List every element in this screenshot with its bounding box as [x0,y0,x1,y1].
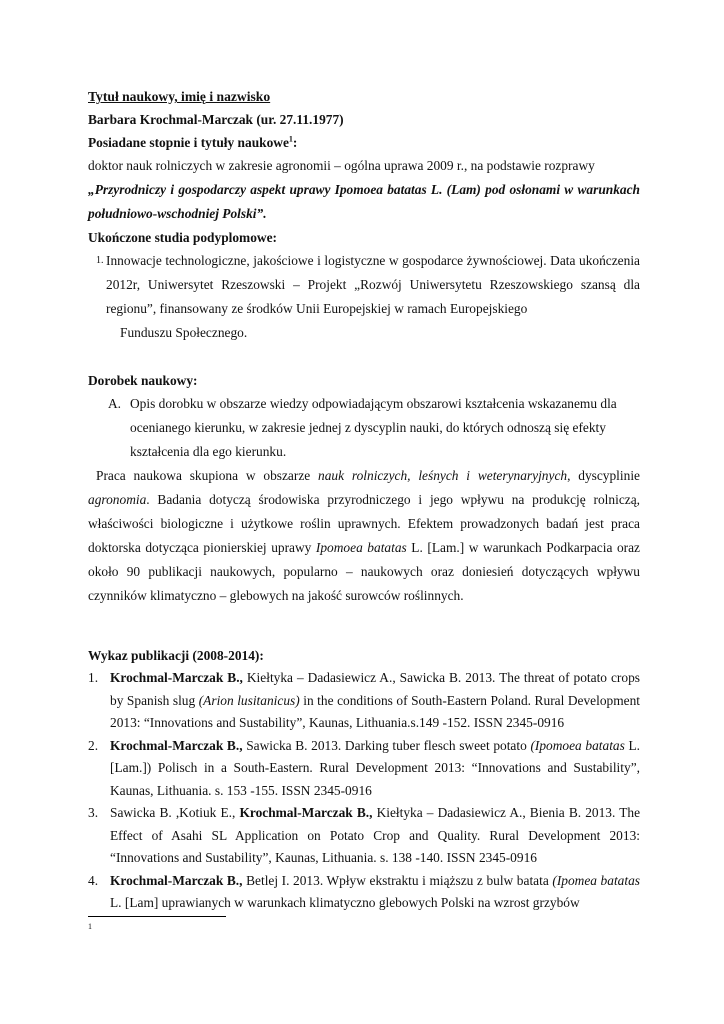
postgrad-heading: Ukończone studia podyplomowe: [88,230,277,245]
degrees-heading: Posiadane stopnie i tytuły naukowe$^1$: [88,134,298,150]
publication-item: 4. Krochmal-Marczak B., Betlej I. 2013. Wpływ ekstraktu i miąższu z bulw batata (Ipomea batatas L. [Lam] uprawianych w warunkach klimatyczno glebowych Polski na wzrost grzybów [88,872,640,910]
document-page [88,86,640,915]
output-a-line: ocenianego kierunku, w zakresie jednej z dyscyplin nauki, do których odnoszą się efekty [130,420,606,435]
footnote-reference: 1 [288,134,293,144]
footnote-number: 1 [88,922,92,931]
output-a-line: Opis dorobku w obszarze wiedzy odpowiadającym obszarowi kształcenia wskazanemu dla [130,396,617,411]
postgrad-text-last: Funduszu Społecznego. [120,325,248,340]
page-heading: Tytuł naukowy, imię i nazwisko [88,89,271,104]
postgrad-item [88,249,640,345]
degree-text: doktor nauk rolniczych w zakresie agronomii – ogólna uprawa 2009 r., na podstawie rozprawy [88,158,595,173]
postgrad-text: Innowacje technologiczne, jakościowe i logistyczne w gospodarce żywnościowej. Data ukończenia 2012r, Uniwersytet Rzeszowski – Projekt „Rozwój Uniwersytetu Rzeszowskiego szansą dla regionu”, finansowany ze środków Unii Europejskiej w ramach Europejskiego [106,253,640,316]
dissertation-title: „Przyrodniczy i gospodarczy aspekt uprawy Ipomoea batatas L. (Lam) pod osłonami w warunkach południowo-wschodniej Polski”. [88,182,640,221]
list-number: 1. [96,255,104,266]
publication-item: 3. Sawicka B. ,Kotiuk E., Krochmal-Marczak B., Kiełtyka – Dadasiewicz A., Bienia B. 2013. The Effect of Asahi SL Application on Potato Crop and Quality. Rural Development 2013: “Innovations and Sustability”, Kaunas, Lithuania. s. 138 -140. ISSN 2345-0916 [88,805,641,865]
author-name: Barbara Krochmal-Marczak (ur. 27.11.1977) [88,112,344,127]
publications-heading: Wykaz publikacji (2008-2014): [88,648,264,663]
research-paragraph: Praca naukowa skupiona w obszarze nauk rolniczych, leśnych i weterynaryjnych, dyscyplinie agronomia. Badania dotyczą środowiska przyrodniczego i jego wpływu na produkcję rolniczą, właściwości biologiczne i użytkowe roślin uprawnych. Efektem prowadzonych badań jest praca doktorska dotycząca pionierskiej uprawy Ipomoea batatas L. [Lam.] w warunkach Podkarpacia oraz około 90 publikacji naukowych, popularno – naukowych oraz doniesień dotyczących wpływu czynników klimatyczno – glebowych na jakość surowców roślinnych. [88,468,640,603]
output-a-line: kształcenia dla ego kierunku. [130,444,287,459]
output-heading: Dorobek naukowy: [88,373,198,388]
publication-item: 2. Krochmal-Marczak B., Sawicka B. 2013. Darking tuber flesch sweet potato (Ipomoea batatas L. [Lam.]) Polisch in a South-Eastern. Rural Development 2013: “Innovations and Sustability”, Kaunas, Lithuania. s. 153 -155. ISSN 2345-0916 [88,737,640,798]
list-letter: A. [108,396,122,411]
publication-item: 1. Krochmal-Marczak B., Kiełtyka – Dadasiewicz A., Sawicka B. 2013. The threat of potato crops by Spanish slug (Arion lusitanicus) in the conditions of South-Eastern Poland. Rural Development 2013: “Innovations and Sustability”, Kaunas, Lithuania.s.149 -152. ISSN 2345-0916 [88,670,640,730]
footnote-separator [88,916,226,917]
output-item-a [88,392,640,464]
